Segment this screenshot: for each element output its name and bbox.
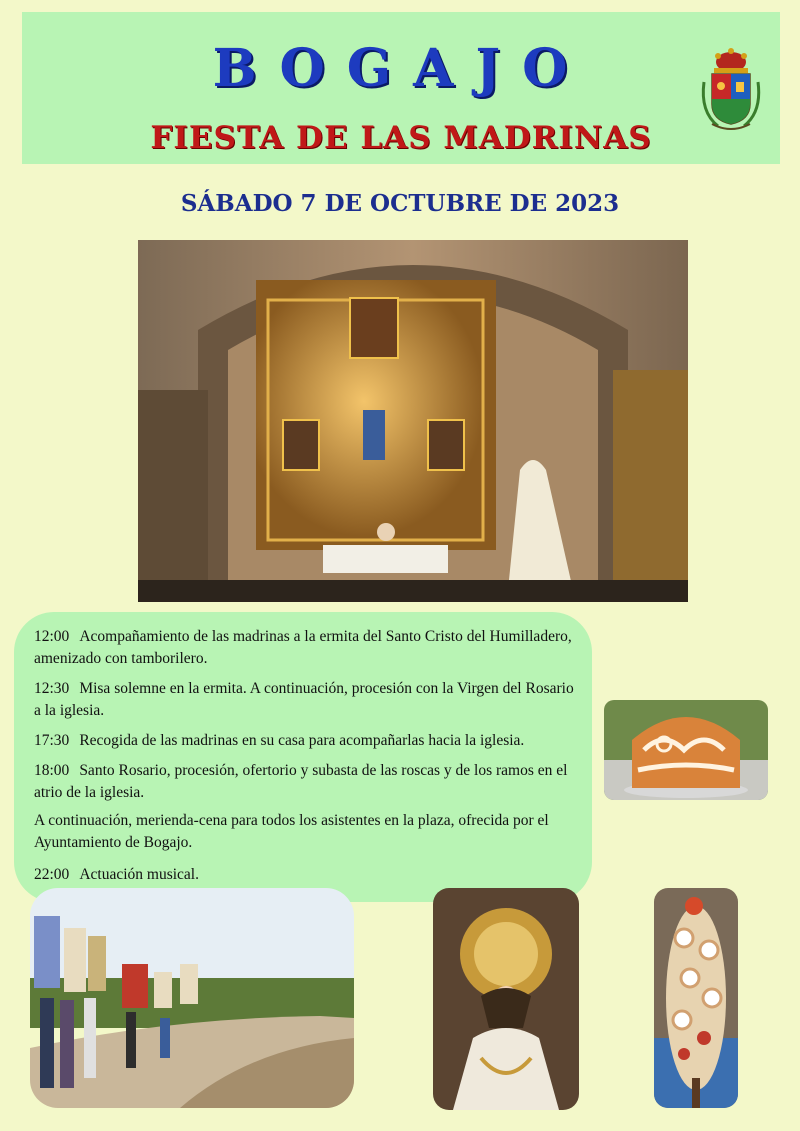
program-time: 18:00: [34, 762, 70, 779]
program-item: [34, 678, 574, 722]
program-text: Actuación musical.: [79, 866, 199, 883]
program-item: [34, 760, 574, 804]
program-text: Acompañamiento de las madrinas a la ermita del Santo Cristo del Humilladero, amenizado con tamborilero.: [34, 628, 572, 667]
program-item: [34, 864, 574, 886]
program-text: Recogida de las madrinas en su casa para acompañarlas hacia la iglesia.: [79, 732, 525, 749]
page-title: BOGAJO: [212, 38, 590, 99]
program-text: Misa solemne en la ermita. A continuación, procesión con la Virgen del Rosario a la iglesia.: [34, 680, 574, 719]
program-time: 12:00: [34, 628, 70, 645]
program-text: A continuación, merienda-cena para todos los asistentes en la plaza, ofrecida por el Ayuntamiento de Bogajo.: [34, 812, 549, 851]
roscas-bouquet-photo: [654, 888, 738, 1108]
program-time: 17:30: [34, 732, 70, 749]
program-text: Santo Rosario, procesión, ofertorio y subasta de las roscas y de los ramos en el atrio de la iglesia.: [34, 762, 568, 801]
header-banner: [22, 12, 780, 164]
rosca-cake-photo: [604, 700, 768, 800]
program-time: 22:00: [34, 866, 70, 883]
coat-of-arms-icon: [698, 42, 764, 134]
event-date: SÁBADO 7 DE OCTUBRE DE 2023: [180, 190, 620, 217]
program-item: [34, 810, 574, 854]
program-time: 12:30: [34, 680, 70, 697]
program-item: [34, 626, 574, 670]
page-subtitle: FIESTA DE LAS MADRINAS: [150, 120, 652, 156]
program-panel: [14, 612, 592, 902]
virgin-statue-photo: [433, 888, 579, 1110]
church-altar-photo: [138, 240, 688, 602]
program-item: [34, 730, 574, 752]
procession-photo: [30, 888, 354, 1108]
